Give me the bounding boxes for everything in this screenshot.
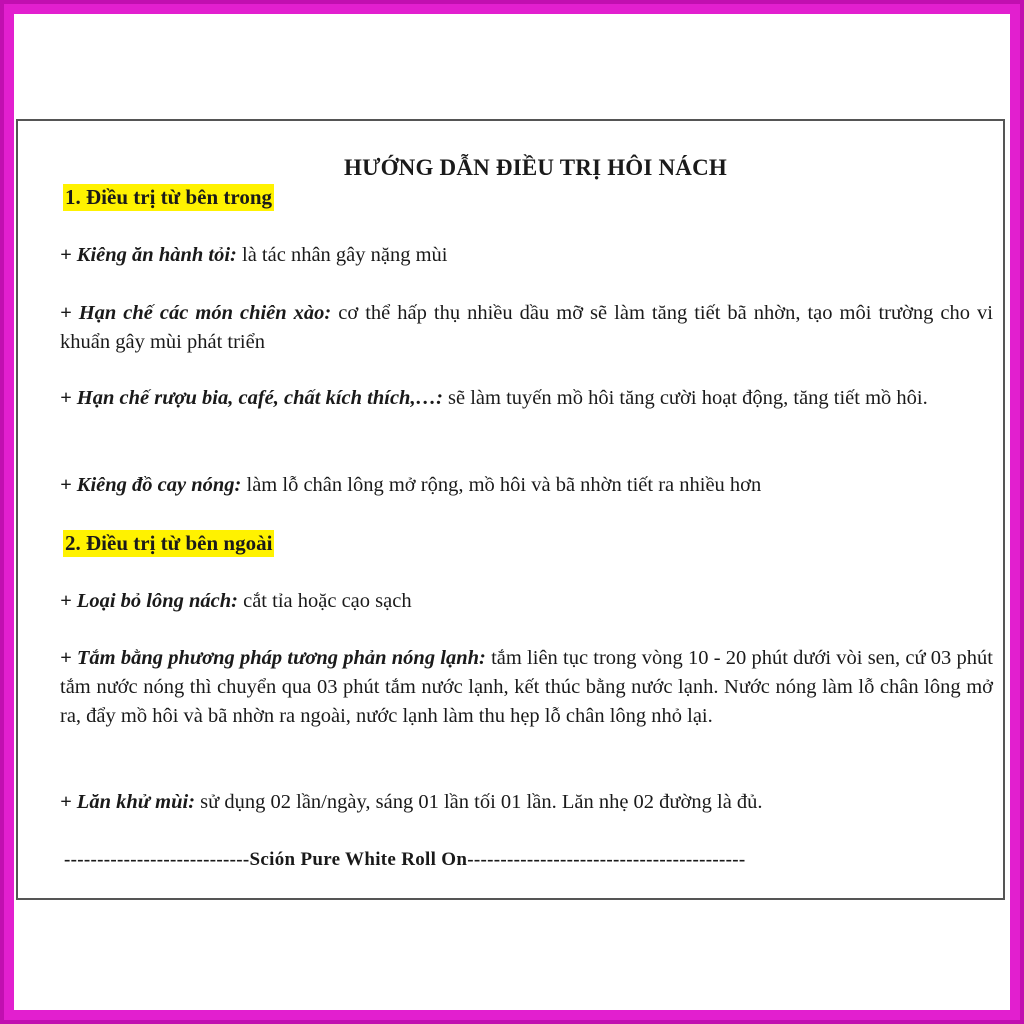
item-lead: + Loại bỏ lông nách:	[60, 590, 238, 612]
page-title: HƯỚNG DẪN ĐIỀU TRỊ HÔI NÁCH	[343, 155, 727, 180]
item-text: tắm liên tục trong vòng 10 - 20 phút dưới vòi sen, cứ 03 phút tắm nước nóng thì chuyển qua 03 phút tắm nước lạnh, kết thúc bằng nước lạnh. Nước nóng làm lỗ chân lông mở ra, đẩy mồ hôi và bã nhờn ra ngoài, nước lạnh làm thu hẹp lỗ chân lông nhỏ lại.	[60, 647, 993, 727]
item-lead: + Lăn khử mùi:	[60, 791, 196, 813]
section-heading-outer: 2. Điều trị từ bên ngoài	[65, 531, 273, 555]
item-text: là tác nhân gây nặng mùi	[236, 244, 448, 266]
list-item	[60, 299, 993, 357]
item-text: sẽ làm tuyến mồ hôi tăng cười hoạt động, tăng tiết mồ hôi.	[442, 387, 928, 409]
section-heading-inner: 1. Điều trị từ bên trong	[65, 185, 273, 209]
item-lead: + Tắm bằng phương pháp tương phản nóng lạnh:	[60, 647, 486, 669]
list-item	[60, 644, 993, 731]
list-item	[60, 587, 993, 616]
item-text: cắt tỉa hoặc cạo sạch	[237, 590, 412, 612]
list-item	[60, 241, 993, 270]
item-lead: + Kiêng đồ cay nóng:	[60, 474, 242, 496]
list-item	[60, 471, 993, 500]
item-text: sử dụng 02 lần/ngày, sáng 01 lần tối 01 lần. Lăn nhẹ 02 đường là đủ.	[195, 791, 763, 813]
list-item	[60, 788, 993, 817]
item-lead: + Hạn chế các món chiên xào:	[60, 302, 332, 324]
item-lead: + Hạn chế rượu bia, café, chất kích thích,…:	[60, 387, 443, 409]
footer-brand-line: ----------------------------Sción Pure White Roll On------------------------------------------	[64, 849, 746, 870]
item-text: làm lỗ chân lông mở rộng, mồ hôi và bã nhờn tiết ra nhiều hơn	[241, 474, 762, 496]
item-lead: + Kiêng ăn hành tỏi:	[60, 244, 237, 266]
document-page	[16, 119, 1005, 900]
list-item	[60, 384, 993, 413]
item-text: cơ thể hấp thụ nhiều dầu mỡ sẽ làm tăng tiết bã nhờn, tạo môi trường cho vi khuẩn gây mùi phát triển	[60, 302, 993, 353]
